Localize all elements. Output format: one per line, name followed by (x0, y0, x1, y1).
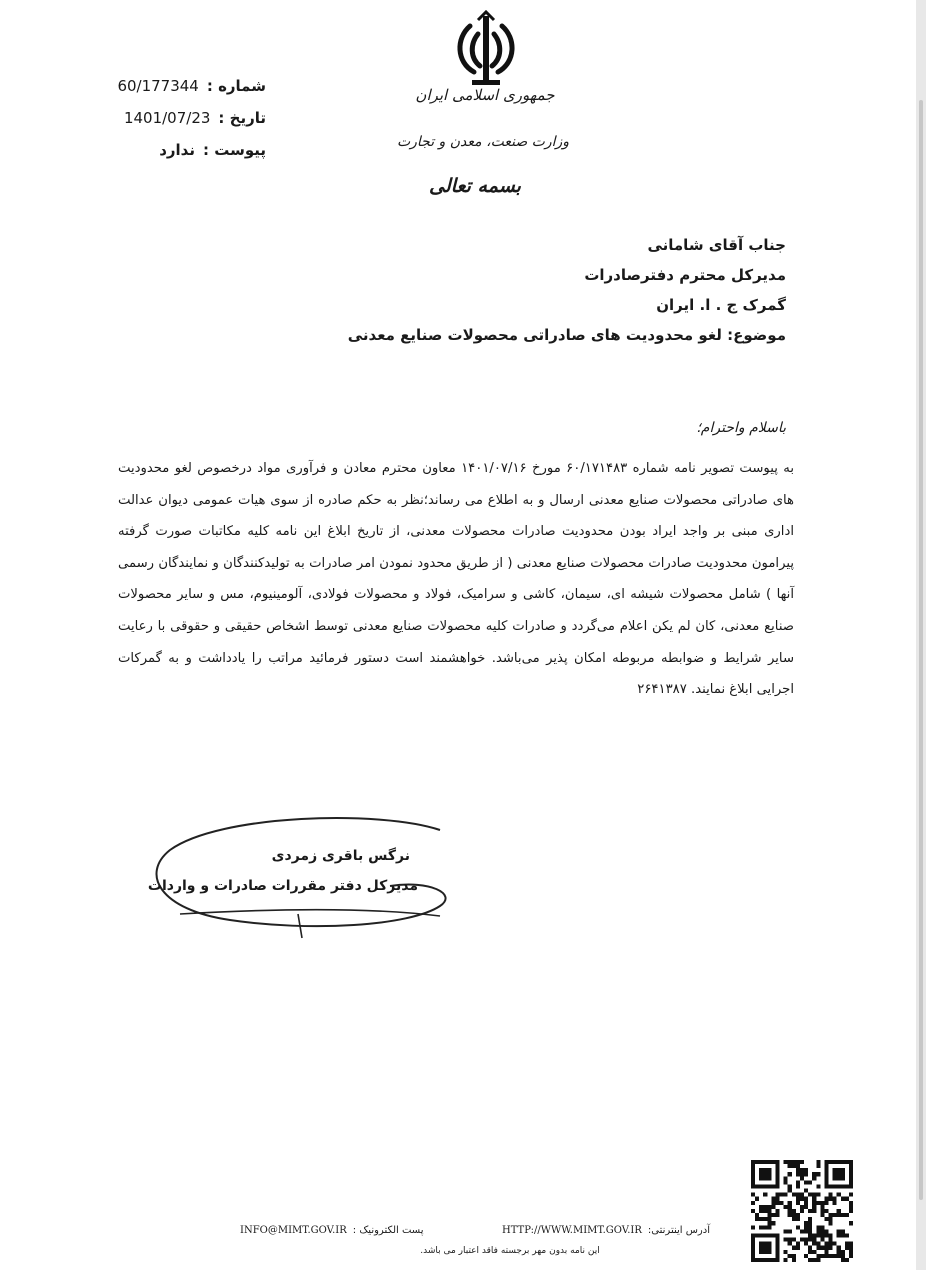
letter-body: به پیوست تصویر نامه شماره ۶۰/۱۷۱۴۸۳ مورخ ۱۴۰۱/۰۷/۱۶ معاون محترم معادن و فرآوری مواد درخصوص لغو محدودیت های صادراتی محصولات صنایع معدنی ارسال و به اطلاع می رساند؛نظر به حکم صادره از سوی هیات عمومی دیوان عدالت اداری مبنی بر واجد ایراد بودن محدودیت صادرات محصولات معدنی، از تاریخ ابلاغ این نامه کلیه مکاتبات صورت گرفته پیرامون محدودیت صادرات محصولات صنایع معدنی ( از طریق محدود نمودن امر صادرات به تولیدکنندگان و نمایندگان رسمی آنها ) شامل محصولات شیشه ای، سیمان، کاشی و سرامیک، فولاد و محصولات فولادی، آلومینیوم، مس و سایر محصولات صنایع معدنی، کان لم یکن اعلام می‌گردد و صادرات کلیه محصولات صنایع معدنی توسط اشخاص حقیقی و حقوقی با رعایت سایر شرایط و ضوابطه مربوطه امکان پذیر می‌باشد. خواهشمند است دستور فرمائید مراتب را یادداشت و به گمرکات اجرایی ابلاغ نمایند. ۲۶۴۱۳۸۷ (118, 461, 794, 698)
iran-emblem-icon (448, 10, 524, 90)
salutation: باسلام واحترام؛ (696, 420, 786, 436)
letter-subject: موضوع: لغو محدودیت های صادراتی محصولات صنایع معدنی (347, 326, 786, 344)
scrollbar-thumb[interactable] (919, 100, 923, 1200)
date-label: تاریخ : (218, 109, 266, 127)
email-label: پست الکترونیک : (352, 1225, 424, 1236)
addressee-block (286, 230, 786, 350)
qr-code-icon (751, 1160, 853, 1262)
footer-website (502, 1225, 710, 1236)
footer-email (240, 1225, 424, 1236)
number-value: 60/177344 (117, 77, 199, 95)
attachment-value: ندارد (159, 141, 195, 159)
letter-number (96, 70, 266, 102)
letter-attachment (96, 134, 266, 166)
letter-meta (96, 70, 266, 166)
attachment-label: پیوست : (202, 141, 266, 159)
footer-contacts (240, 1225, 710, 1236)
bismillah: بسمه تعالی (429, 175, 521, 197)
addressee-title: مدیرکل محترم دفترصادرات (584, 266, 786, 284)
email-value: INFO@MIMT.GOV.IR (240, 1225, 347, 1236)
signer-name: نرگس باقری زمردی (271, 848, 410, 864)
signature-scribble-icon (140, 810, 470, 940)
date-value: 1401/07/23 (123, 109, 211, 127)
validity-note: این نامه بدون مهر برجسته فاقد اعتبار می باشد. (420, 1246, 600, 1256)
website-label: آدرس اینترنتی: (647, 1225, 710, 1236)
country-name: جمهوری اسلامی ایران (415, 86, 555, 104)
letter-date (96, 102, 266, 134)
ministry-name: وزارت صنعت، معدن و تجارت (396, 134, 570, 150)
signer-title: مدیرکل دفتر مقررات صادرات و واردات (147, 878, 418, 894)
addressee-organization: گمرک ج . ا. ایران (656, 296, 786, 314)
addressee-name: جناب آقای شامانی (647, 236, 786, 254)
number-label: شماره : (206, 77, 266, 95)
website-value: HTTP://WWW.MIMT.GOV.IR (501, 1225, 642, 1236)
